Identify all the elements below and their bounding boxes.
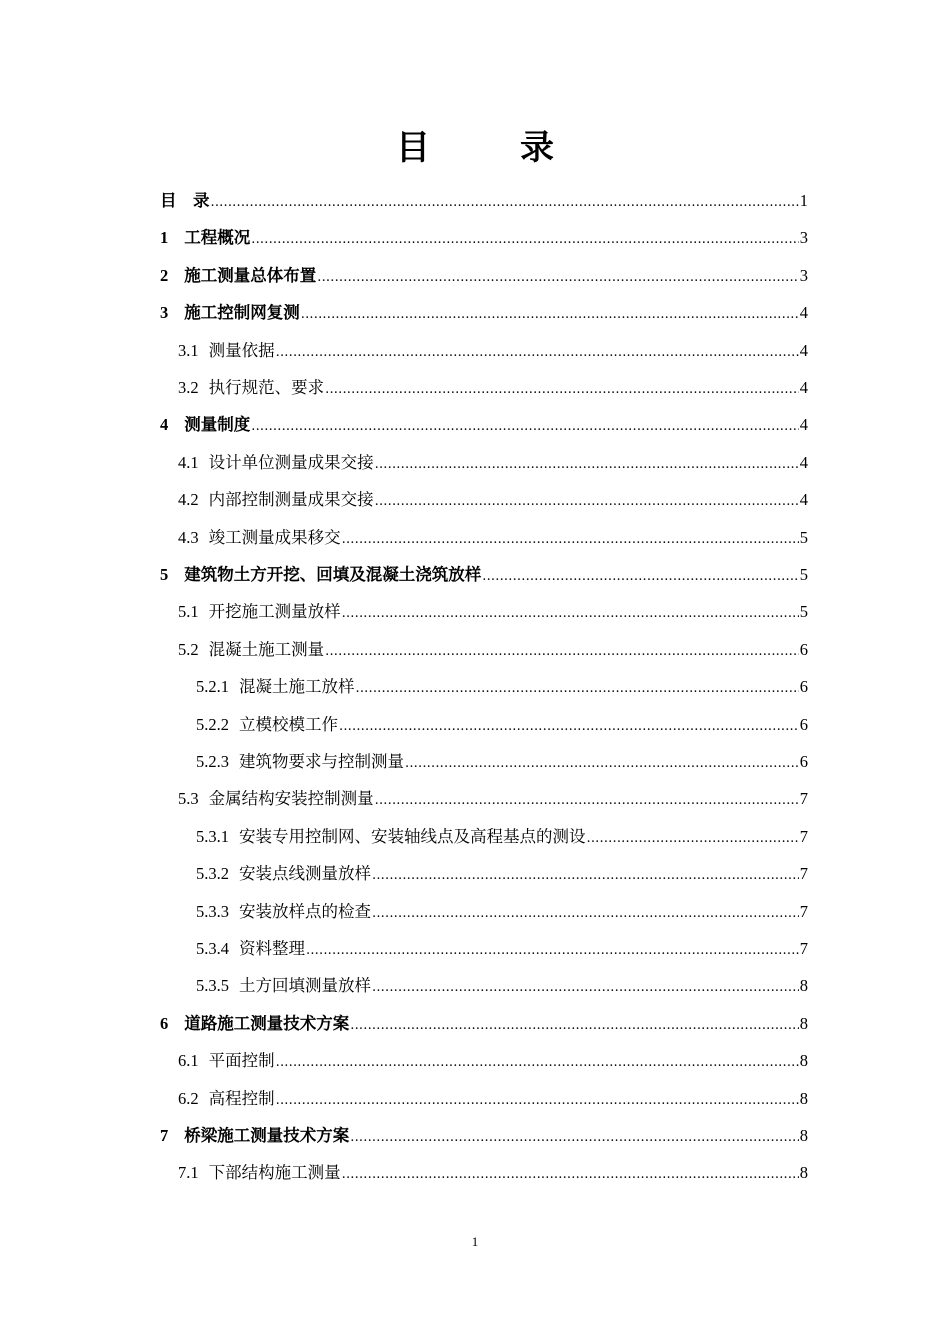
toc-entry-page-number: 3 xyxy=(799,228,808,247)
toc-dot-leader xyxy=(251,230,799,250)
toc-entry[interactable] xyxy=(160,189,808,213)
toc-entry-page-number: 8 xyxy=(799,1163,808,1182)
toc-dot-leader xyxy=(276,1053,799,1073)
toc-entry[interactable] xyxy=(178,1049,808,1073)
toc-entry-number: 7.1 xyxy=(178,1163,199,1182)
toc-entry-page-number: 6 xyxy=(799,677,808,696)
toc-entry-page-number: 7 xyxy=(799,864,808,883)
toc-dot-leader xyxy=(356,679,799,699)
toc-entry-label: 建筑物土方开挖、回填及混凝土浇筑放样 xyxy=(184,565,482,584)
toc-entry-page-number: 5 xyxy=(799,528,808,547)
toc-entry-label: 测量制度 xyxy=(184,415,251,434)
toc-entry-page-number: 6 xyxy=(799,715,808,734)
toc-entry-label: 竣工测量成果移交 xyxy=(208,528,341,547)
toc-entry-label: 执行规范、要求 xyxy=(208,378,325,397)
toc-entry[interactable] xyxy=(160,301,808,325)
toc-entry-label: 施工控制网复测 xyxy=(184,303,300,322)
toc-entry-number: 5.3.5 xyxy=(196,976,229,995)
toc-entry-number: 4 xyxy=(160,415,169,434)
toc-entry-page-number: 8 xyxy=(799,1051,808,1070)
toc-entry-page-number: 3 xyxy=(799,266,808,285)
toc-entry-number: 3.2 xyxy=(178,378,199,397)
toc-entry[interactable] xyxy=(196,713,808,737)
toc-entry-page-number: 6 xyxy=(799,640,808,659)
toc-dot-leader xyxy=(372,978,799,998)
toc-entry-number: 5.1 xyxy=(178,602,199,621)
toc-entry-page-number: 7 xyxy=(799,939,808,958)
toc-dot-leader xyxy=(339,717,799,737)
toc-entry-label: 施工测量总体布置 xyxy=(184,266,317,285)
toc-entry-label: 测量依据 xyxy=(208,341,275,360)
toc-entry-page-number: 8 xyxy=(799,1089,808,1108)
toc-dot-leader xyxy=(325,380,799,400)
toc-entry[interactable] xyxy=(160,1012,808,1036)
toc-entry-label: 道路施工测量技术方案 xyxy=(184,1014,350,1033)
toc-entry-label: 内部控制测量成果交接 xyxy=(208,490,374,509)
toc-dot-leader xyxy=(375,455,799,475)
toc-entry-label: 高程控制 xyxy=(208,1089,275,1108)
toc-entry-number: 5.2.3 xyxy=(196,752,229,771)
toc-entry[interactable] xyxy=(178,526,808,550)
toc-entry-number: 5.3.4 xyxy=(196,939,229,958)
toc-entry[interactable] xyxy=(178,787,808,811)
toc-dot-leader xyxy=(587,829,799,849)
toc-entry-number: 1 xyxy=(160,228,169,247)
toc-dot-leader xyxy=(350,1128,799,1148)
toc-entry-label: 下部结构施工测量 xyxy=(208,1163,341,1182)
toc-entry-label: 工程概况 xyxy=(184,228,251,247)
toc-entry-label: 资料整理 xyxy=(239,939,305,958)
toc-dot-leader xyxy=(372,904,799,924)
toc-entry[interactable] xyxy=(178,339,808,363)
toc-entry-number: 5.2.2 xyxy=(196,715,229,734)
toc-entry-label: 混凝土施工放样 xyxy=(239,677,355,696)
toc-entry[interactable] xyxy=(160,226,808,250)
toc-entry-number: 5.3 xyxy=(178,789,199,808)
toc-entry-page-number: 7 xyxy=(799,789,808,808)
toc-entry-page-number: 4 xyxy=(799,378,808,397)
toc-entry-label: 土方回填测量放样 xyxy=(239,976,371,995)
toc-entry-page-number: 4 xyxy=(799,415,808,434)
toc-entry-number: 5.3.2 xyxy=(196,864,229,883)
toc-dot-leader xyxy=(372,866,799,886)
toc-entry-number: 6.1 xyxy=(178,1051,199,1070)
toc-entry-label: 金属结构安装控制测量 xyxy=(208,789,374,808)
toc-entry[interactable] xyxy=(160,264,808,288)
toc-entry[interactable] xyxy=(196,862,808,886)
toc-entry-number: 5.2.1 xyxy=(196,677,229,696)
toc-dot-leader xyxy=(375,791,799,811)
toc-entry-number: 5.3.3 xyxy=(196,902,229,921)
toc-dot-leader xyxy=(405,754,799,774)
toc-entry-number: 6.2 xyxy=(178,1089,199,1108)
toc-entry-number: 7 xyxy=(160,1126,169,1145)
toc-entry-number: 4.1 xyxy=(178,453,199,472)
toc-entry-number: 5.3.1 xyxy=(196,827,229,846)
toc-dot-leader xyxy=(276,1091,799,1111)
toc-entry[interactable] xyxy=(178,1087,808,1111)
toc-entry-page-number: 7 xyxy=(799,902,808,921)
toc-entry[interactable] xyxy=(196,974,808,998)
toc-dot-leader xyxy=(342,530,799,550)
toc-entry-label: 立模校模工作 xyxy=(239,715,338,734)
toc-dot-leader xyxy=(342,604,799,624)
toc-entry[interactable] xyxy=(178,451,808,475)
toc-dot-leader xyxy=(342,1165,799,1185)
toc-entry-label: 建筑物要求与控制测量 xyxy=(239,752,404,771)
toc-entry[interactable] xyxy=(196,825,808,849)
toc-entry[interactable] xyxy=(196,675,808,699)
toc-entry-label: 开挖施工测量放样 xyxy=(208,602,341,621)
toc-entry-label: 平面控制 xyxy=(208,1051,275,1070)
toc-entry[interactable] xyxy=(178,488,808,512)
toc-dot-leader xyxy=(317,268,799,288)
toc-entry-number: 2 xyxy=(160,266,169,285)
toc-entry-page-number: 5 xyxy=(799,602,808,621)
toc-entry-number: 5.2 xyxy=(178,640,199,659)
toc-dot-leader xyxy=(306,941,799,961)
toc-entry-number: 3.1 xyxy=(178,341,199,360)
toc-entry-label: 目 录 xyxy=(160,191,210,210)
toc-entry-number: 4.3 xyxy=(178,528,199,547)
toc-entry-number: 3 xyxy=(160,303,169,322)
toc-entry-number: 4.2 xyxy=(178,490,199,509)
toc-entry-label: 安装点线测量放样 xyxy=(239,864,371,883)
toc-entry-label: 安装专用控制网、安装轴线点及高程基点的测设 xyxy=(239,827,586,846)
toc-dot-leader xyxy=(375,492,799,512)
toc-entry-number: 6 xyxy=(160,1014,169,1033)
page-number: 1 xyxy=(471,1234,479,1249)
toc-entry[interactable] xyxy=(196,937,808,961)
toc-dot-leader xyxy=(301,305,799,325)
toc-dot-leader xyxy=(350,1016,799,1036)
toc-entry[interactable] xyxy=(178,638,808,662)
toc-entry-page-number: 6 xyxy=(799,752,808,771)
toc-entry-page-number: 8 xyxy=(799,976,808,995)
toc-entry-page-number: 4 xyxy=(799,341,808,360)
toc-dot-leader xyxy=(325,642,799,662)
toc-entry[interactable] xyxy=(178,600,808,624)
toc-entry-label: 设计单位测量成果交接 xyxy=(208,453,374,472)
toc-entry-page-number: 4 xyxy=(799,490,808,509)
toc-entry[interactable] xyxy=(160,413,808,437)
toc-entry-page-number: 4 xyxy=(799,303,808,322)
toc-entry-label: 安装放样点的检查 xyxy=(239,902,371,921)
toc-entry-page-number: 1 xyxy=(799,191,808,210)
toc-entry-page-number: 4 xyxy=(799,453,808,472)
toc-entry[interactable] xyxy=(196,900,808,924)
toc-entry[interactable] xyxy=(160,563,808,587)
toc-dot-leader xyxy=(276,343,799,363)
toc-entry-page-number: 8 xyxy=(799,1126,808,1145)
toc-entry-number: 5 xyxy=(160,565,169,584)
toc-entry-label: 混凝土施工测量 xyxy=(208,640,325,659)
toc-entry-page-number: 8 xyxy=(799,1014,808,1033)
toc-dot-leader xyxy=(251,417,799,437)
toc-entry[interactable] xyxy=(160,1124,808,1148)
toc-entry-label: 桥梁施工测量技术方案 xyxy=(184,1126,350,1145)
toc-dot-leader xyxy=(482,567,799,587)
toc-entry-page-number: 7 xyxy=(799,827,808,846)
toc-entry[interactable] xyxy=(178,376,808,400)
toc-entry[interactable] xyxy=(196,750,808,774)
page-title: 目 录 xyxy=(396,128,582,168)
toc-entry-page-number: 5 xyxy=(799,565,808,584)
toc-dot-leader xyxy=(211,193,799,213)
toc-entry[interactable] xyxy=(178,1161,808,1185)
